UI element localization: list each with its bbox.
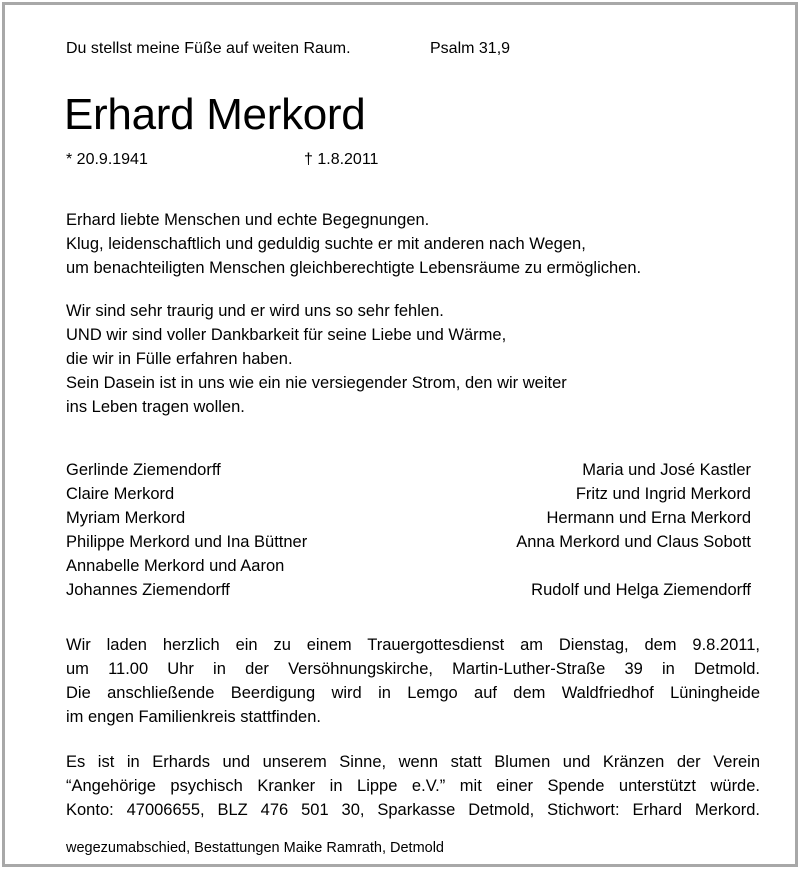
deceased-name: Erhard Merkord xyxy=(64,90,366,139)
family-member: Hermann und Erna Merkord xyxy=(546,509,751,527)
text-line: ins Leben tragen wollen. xyxy=(66,398,245,416)
family-member: Anna Merkord und Claus Sobott xyxy=(516,533,751,551)
family-member: Claire Merkord xyxy=(66,485,175,503)
family-member: Gerlinde Ziemendorff xyxy=(66,461,221,479)
obituary-frame xyxy=(2,2,798,867)
text-line: Erhard liebte Menschen und echte Begegnungen. xyxy=(66,211,430,229)
text-line: Konto: 47006655, BLZ 476 501 30, Sparkasse Detmold, Stichwort: Erhard Merkord. xyxy=(66,801,760,819)
psalm-reference: Psalm 31,9 xyxy=(430,40,511,57)
family-member: Maria und José Kastler xyxy=(582,461,751,479)
family-list-left xyxy=(66,458,307,602)
donation-paragraph xyxy=(66,750,760,822)
grief-paragraph xyxy=(66,299,567,419)
text-line: Klug, leidenschaftlich und geduldig suchte er mit anderen nach Wegen, xyxy=(66,235,586,253)
family-member: Annabelle Merkord und Aaron xyxy=(66,557,285,575)
death-date: † 1.8.2011 xyxy=(304,151,379,168)
text-line: “Angehörige psychisch Kranker in Lippe e.V.” mit einer Spende unterstützt würde. xyxy=(66,777,760,795)
family-member: Philippe Merkord und Ina Büttner xyxy=(66,533,308,551)
family-member: Rudolf und Helga Ziemendorff xyxy=(531,581,751,599)
funeral-home-credit: wegezumabschied, Bestattungen Maike Ramrath, Detmold xyxy=(66,840,444,856)
text-line: Wir laden herzlich ein zu einem Trauergottesdienst am Dienstag, dem 9.8.2011, xyxy=(66,636,760,654)
text-line: Wir sind sehr traurig und er wird uns so sehr fehlen. xyxy=(66,302,444,320)
text-line: um benachteiligten Menschen gleichberechtigte Lebensräume zu ermöglichen. xyxy=(66,259,642,277)
family-member: Myriam Merkord xyxy=(66,509,186,527)
text-line: im engen Familienkreis stattfinden. xyxy=(66,708,321,726)
family-list-right xyxy=(516,458,751,602)
family-spacer xyxy=(516,554,751,578)
service-paragraph xyxy=(66,633,760,729)
family-member: Johannes Ziemendorff xyxy=(66,581,230,599)
text-line: Es ist in Erhards und unserem Sinne, wenn statt Blumen und Kränzen der Verein xyxy=(66,753,760,771)
family-member: Fritz und Ingrid Merkord xyxy=(575,485,751,503)
tribute-paragraph xyxy=(66,208,641,280)
bible-verse: Du stellst meine Füße auf weiten Raum. xyxy=(66,40,351,57)
text-line: um 11.00 Uhr in der Versöhnungskirche, Martin-Luther-Straße 39 in Detmold. xyxy=(66,660,760,678)
text-line: Sein Dasein ist in uns wie ein nie versiegender Strom, den wir weiter xyxy=(66,374,567,392)
text-line: Die anschließende Beerdigung wird in Lemgo auf dem Waldfriedhof Lüningheide xyxy=(66,684,760,702)
text-line: UND wir sind voller Dankbarkeit für seine Liebe und Wärme, xyxy=(66,326,507,344)
birth-date: * 20.9.1941 xyxy=(66,151,148,168)
text-line: die wir in Fülle erfahren haben. xyxy=(66,350,293,368)
